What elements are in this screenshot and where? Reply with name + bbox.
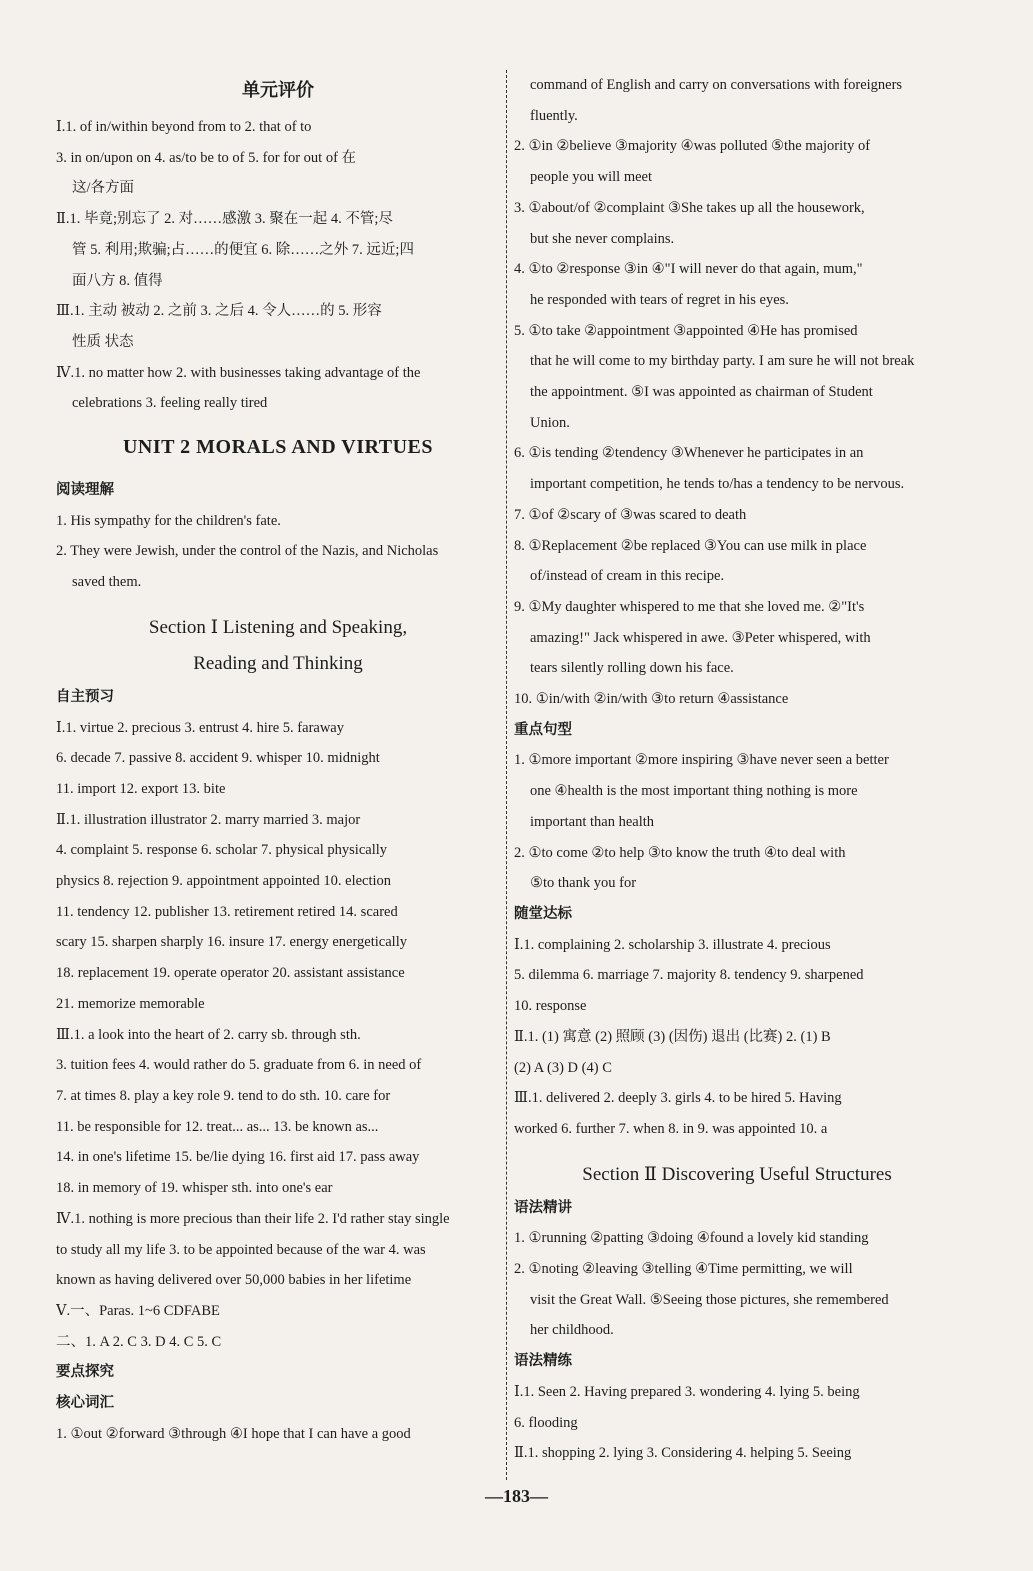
answer-line: but she never complains. xyxy=(530,230,675,247)
answer-line: 11. be responsible for 12. treat... as... 13. be known as... xyxy=(56,1118,379,1135)
answer-line: 21. memorize memorable xyxy=(56,995,205,1012)
answer-line: Ⅲ.1. a look into the heart of 2. carry sb. through sth. xyxy=(56,1026,361,1043)
subsection-heading: 自主预习 xyxy=(56,688,114,705)
answer-line: 11. tendency 12. publisher 13. retirement retired 14. scared xyxy=(56,903,398,920)
answer-line: amazing!" Jack whispered in awe. ③Peter whispered, with xyxy=(530,629,871,646)
answer-line: 6. ①is tending ②tendency ③Whenever he participates in an xyxy=(514,445,864,462)
answer-line: visit the Great Wall. ⑤Seeing those pictures, she remembered xyxy=(530,1291,889,1308)
answer-line: 二、1. A 2. C 3. D 4. C 5. C xyxy=(56,1333,222,1350)
answer-line: Ⅰ.1. of in/within beyond from to 2. that of to xyxy=(56,119,312,135)
answer-line: 10. response xyxy=(514,998,587,1015)
section-heading: 单元评价 xyxy=(242,80,314,101)
answer-line: 7. at times 8. play a key role 9. tend to do sth. 10. care for xyxy=(56,1087,391,1104)
answer-line: 3. tuition fees 4. would rather do 5. graduate from 6. in need of xyxy=(56,1057,422,1074)
answer-line: fluently. xyxy=(530,107,578,124)
answer-line: 2. They were Jewish, under the control of the Nazis, and Nicholas xyxy=(56,543,439,560)
section-title: Section Ⅱ Discovering Useful Structures xyxy=(582,1163,892,1185)
answer-line: he responded with tears of regret in his eyes. xyxy=(530,291,789,308)
answer-line: 5. ①to take ②appointment ③appointed ④He has promised xyxy=(514,322,858,339)
subsection-heading: 要点探究 xyxy=(56,1364,114,1381)
answer-line: 4. ①to ②response ③in ④"I will never do that again, mum," xyxy=(514,261,863,278)
answer-line: important than health xyxy=(530,813,655,830)
answer-line: people you will meet xyxy=(530,169,653,186)
answer-line: saved them. xyxy=(72,574,142,591)
answer-line: Ⅱ.1. (1) 寓意 (2) 照顾 (3) (因伤) 退出 (比赛) 2. (1) B xyxy=(514,1028,831,1045)
answer-line: tears silently rolling down his face. xyxy=(530,660,734,677)
answer-line: (2) A (3) D (4) C xyxy=(514,1059,612,1076)
answer-line: Ⅰ.1. complaining 2. scholarship 3. illustrate 4. precious xyxy=(514,936,831,953)
subsection-heading: 核心词汇 xyxy=(56,1395,114,1412)
answer-line: 这/各方面 xyxy=(72,180,135,197)
answer-line: 3. ①about/of ②complaint ③She takes up all the housework, xyxy=(514,199,865,216)
answer-line: 1. ①running ②patting ③doing ④found a lovely kid standing xyxy=(514,1230,869,1247)
answer-line: Ⅰ.1. Seen 2. Having prepared 3. wondering 4. lying 5. being xyxy=(514,1383,860,1400)
answer-line: 4. complaint 5. response 6. scholar 7. physical physically xyxy=(56,842,388,859)
answer-line: 10. ①in/with ②in/with ③to return ④assistance xyxy=(514,691,789,708)
answer-line: 9. ①My daughter whispered to me that she loved me. ②"It's xyxy=(514,598,865,615)
section-title: Reading and Thinking xyxy=(193,652,363,674)
answer-line: the appointment. ⑤I was appointed as chairman of Student xyxy=(530,384,873,401)
answer-line: 1. ①out ②forward ③through ④I hope that I can have a good xyxy=(56,1425,411,1442)
answer-line: Ⅱ.1. shopping 2. lying 3. Considering 4. helping 5. Seeing xyxy=(514,1445,852,1462)
answer-line: important competition, he tends to/has a tendency to be nervous. xyxy=(530,476,905,493)
subsection-heading: 重点句型 xyxy=(514,721,572,738)
answer-line: command of English and carry on conversations with foreigners xyxy=(530,77,903,93)
answer-line: 14. in one's lifetime 15. be/lie dying 16. first aid 17. pass away xyxy=(56,1149,420,1166)
answer-line: Ⅲ.1. 主动 被动 2. 之前 3. 之后 4. 令人……的 5. 形容 xyxy=(56,303,382,320)
answer-line: ⑤to thank you for xyxy=(530,875,637,892)
answer-line: 18. replacement 19. operate operator 20. assistant assistance xyxy=(56,965,405,982)
subsection-heading: 阅读理解 xyxy=(56,482,114,499)
answer-line: 8. ①Replacement ②be replaced ③You can use milk in place xyxy=(514,537,867,554)
answer-line: 1. ①more important ②more inspiring ③have never seen a better xyxy=(514,752,889,769)
answer-line: 5. dilemma 6. marriage 7. majority 8. tendency 9. sharpened xyxy=(514,967,864,984)
answer-line: Ⅲ.1. delivered 2. deeply 3. girls 4. to be hired 5. Having xyxy=(514,1090,842,1107)
answer-line: 6. decade 7. passive 8. accident 9. whisper 10. midnight xyxy=(56,750,380,767)
answer-line: worked 6. further 7. when 8. in 9. was appointed 10. a xyxy=(514,1120,828,1137)
answer-line: one ④health is the most important thing nothing is more xyxy=(530,783,858,800)
answer-line: her childhood. xyxy=(530,1322,614,1339)
answer-line: Ⅳ.1. nothing is more precious than their life 2. I'd rather stay single xyxy=(56,1210,450,1227)
answer-line: that he will come to my birthday party. I am sure he will not break xyxy=(530,353,915,370)
answer-line: 7. ①of ②scary of ③was scared to death xyxy=(514,506,747,523)
answer-line: 性质 状态 xyxy=(72,333,134,350)
answer-line: of/instead of cream in this recipe. xyxy=(530,568,725,585)
answer-line: Ⅱ.1. 毕竟;别忘了 2. 对……感激 3. 聚在一起 4. 不管;尽 xyxy=(56,211,393,228)
answer-line: 2. ①to come ②to help ③to know the truth ④to deal with xyxy=(514,844,846,861)
page-number: —183— xyxy=(485,1486,548,1506)
answer-line: 2. ①noting ②leaving ③telling ④Time permitting, we will xyxy=(514,1261,853,1278)
answer-line: 18. in memory of 19. whisper sth. into one's ear xyxy=(56,1180,333,1197)
answer-line: Ⅳ.1. no matter how 2. with businesses taking advantage of the xyxy=(56,364,421,381)
column-divider xyxy=(506,70,507,1480)
answer-line: 6. flooding xyxy=(514,1414,578,1431)
subsection-heading: 随堂达标 xyxy=(514,905,572,922)
answer-line: 面八方 8. 值得 xyxy=(72,272,163,289)
right-column xyxy=(514,70,960,1469)
answer-line: Union. xyxy=(530,414,570,431)
answer-line: Ⅰ.1. virtue 2. precious 3. entrust 4. hire 5. faraway xyxy=(56,719,344,736)
answer-line: 2. ①in ②believe ③majority ④was polluted ⑤the majority of xyxy=(514,138,871,155)
answer-line: 管 5. 利用;欺骗;占……的便宜 6. 除……之外 7. 远近;四 xyxy=(72,241,414,258)
answer-line: scary 15. sharpen sharply 16. insure 17. energy energetically xyxy=(56,934,407,951)
answer-line: 11. import 12. export 13. bite xyxy=(56,780,226,797)
answer-line: celebrations 3. feeling really tired xyxy=(72,395,268,412)
section-title: Section Ⅰ Listening and Speaking, xyxy=(148,616,408,638)
answer-line: Ⅴ.一、Paras. 1~6 CDFABE xyxy=(56,1302,220,1319)
answer-line: physics 8. rejection 9. appointment appointed 10. election xyxy=(56,873,392,890)
subsection-heading: 语法精练 xyxy=(514,1353,572,1370)
subsection-heading: 语法精讲 xyxy=(514,1199,572,1216)
answer-line: known as having delivered over 50,000 babies in her lifetime xyxy=(56,1272,412,1289)
answer-line: to study all my life 3. to be appointed because of the war 4. was xyxy=(56,1241,426,1258)
answer-line: 1. His sympathy for the children's fate. xyxy=(56,512,281,529)
unit-heading: UNIT 2 MORALS AND VIRTUES xyxy=(122,436,433,459)
answer-line: 3. in on/upon on 4. as/to be to of 5. for for out of 在 xyxy=(56,149,357,166)
left-column xyxy=(56,70,500,1449)
answer-line: Ⅱ.1. illustration illustrator 2. marry married 3. major xyxy=(56,811,361,828)
